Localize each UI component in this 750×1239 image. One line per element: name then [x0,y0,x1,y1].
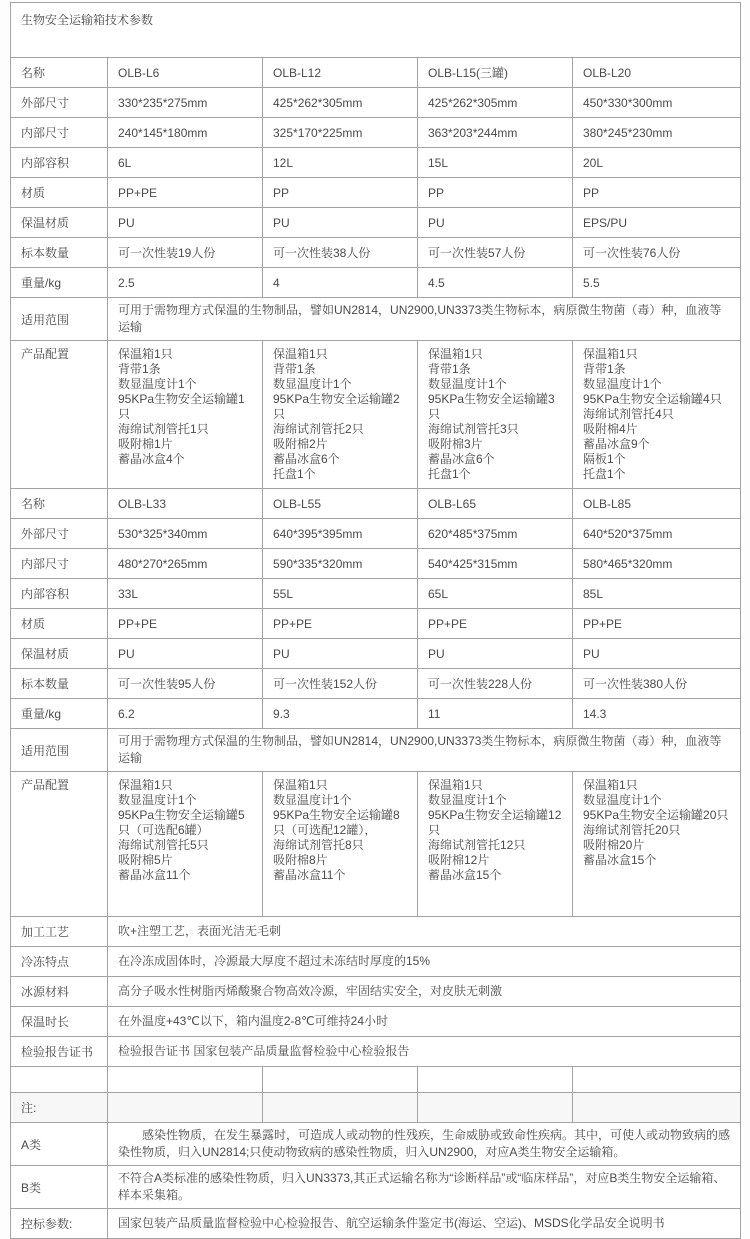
table-row-class-a [11,1123,741,1166]
empty-cell [108,1093,263,1123]
cell-value: OLB-L55 [263,489,418,519]
config-line: 吸附棉12片 [428,853,490,867]
cell-value: PU [418,208,573,238]
cell-value [108,772,263,917]
cell-value: 580*465*320mm [573,549,741,579]
cell-value: PP+PE [263,609,418,639]
cell-value: PU [573,639,741,669]
cell-value: 4.5 [418,268,573,298]
row-label: B类 [11,1166,108,1209]
config-line: 海绵试剂管托12只 [428,838,526,852]
config-line: 海绵试剂管托1只 [118,422,209,436]
config-line: 海绵试剂管托5只 [118,838,209,852]
cell-value [418,772,573,917]
row-label: 产品配置 [11,341,108,489]
cell-value: PP [573,178,741,208]
config-line: 蓄晶冰盒9个 [583,437,650,451]
table-row-table-title [11,3,741,58]
row-label: 外部尺寸 [11,88,108,118]
config-line: 95KPa生物安全运输罐2只 [273,392,400,421]
config-line: 保温箱1只 [428,347,483,361]
empty-cell [573,1067,741,1093]
cell-value: OLB-L20 [573,58,741,88]
config-line: 蓄晶冰盒6个 [428,452,495,466]
cell-value: OLB-L85 [573,489,741,519]
config-line: 海绵试剂管托2只 [273,422,364,436]
table-row-material [11,609,741,639]
config-line: 蓄晶冰盒11个 [273,868,346,882]
row-label: 冰源材料 [11,977,108,1007]
config-line: 数显温度计1个 [273,377,352,391]
table-row-control-params [11,1209,741,1239]
config-line: 保温箱1只 [273,347,328,361]
cell-value: EPS/PU [573,208,741,238]
cell-value: OLB-L33 [108,489,263,519]
table-row-weight [11,699,741,729]
cell-value: PP+PE [108,178,263,208]
cell-value: 530*325*340mm [108,519,263,549]
cell-value [263,772,418,917]
table-row-freezing-feature [11,947,741,977]
row-value: 吹+注塑工艺，表面光洁无毛刺 [108,917,741,947]
row-label: 名称 [11,58,108,88]
config-line: 数显温度计1个 [118,377,197,391]
cell-value [263,341,418,489]
cell-value: 6L [108,148,263,178]
row-label: 内部尺寸 [11,118,108,148]
cell-value: 20L [573,148,741,178]
cell-value: 可一次性装19人份 [108,238,263,268]
config-line: 蓄晶冰盒15个 [428,868,502,882]
config-line: 海绵试剂管托4只 [583,407,674,421]
table-row-material [11,178,741,208]
cell-value: 380*245*230mm [573,118,741,148]
config-line: 海绵试剂管托8只 [273,838,364,852]
spec-table-body [11,3,741,1239]
cell-value: PU [263,208,418,238]
config-line: 蓄晶冰盒11个 [118,868,191,882]
config-line: 保温箱1只 [583,347,638,361]
row-label: 标本数量 [11,238,108,268]
empty-cell [108,1067,263,1093]
config-line: 保温箱1只 [428,778,483,792]
empty-cell [418,1093,573,1123]
cell-value [418,341,573,489]
table-row-blank-row [11,1067,741,1093]
table-row-product-config [11,772,741,917]
row-label: 名称 [11,489,108,519]
cell-value: 425*262*305mm [418,88,573,118]
config-line: 托盘1个 [428,467,471,481]
cell-value [573,772,741,917]
config-line: 背带1条 [273,362,316,376]
cell-value: 可一次性装228人份 [418,669,573,699]
row-label: 内部容积 [11,579,108,609]
row-label: 冷冻特点 [11,947,108,977]
config-line: 吸附棉5片 [118,853,173,867]
cell-value: 5.5 [573,268,741,298]
table-row-insulation-material [11,639,741,669]
row-label: 重量/kg [11,699,108,729]
row-value: 检验报告证书 国家包装产品质量监督检验中心检验报告 [108,1037,741,1067]
row-label [11,1067,108,1093]
cell-value: 620*485*375mm [418,519,573,549]
cell-value: PU [263,639,418,669]
cell-value: PP [263,178,418,208]
row-label: 加工工艺 [11,917,108,947]
row-label: 产品配置 [11,772,108,917]
config-line: 保温箱1只 [118,778,173,792]
cell-value: 330*235*275mm [108,88,263,118]
row-value: 在冷冻成固体时，冷源最大厚度不超过未冻结时厚度的15% [108,947,741,977]
config-line: 95KPa生物安全运输罐12只 [428,808,562,837]
table-row-inner-size [11,118,741,148]
page [0,2,750,1231]
config-line: 95KPa生物安全运输罐4只 [583,392,722,406]
cell-value: 450*330*300mm [573,88,741,118]
empty-cell [263,1067,418,1093]
table-row-insulation-duration [11,1007,741,1037]
config-line: 吸附棉2片 [273,437,328,451]
row-label: 内部尺寸 [11,549,108,579]
config-line: 背带1条 [583,362,626,376]
config-line: 保温箱1只 [273,778,328,792]
table-row-inspection-report [11,1037,741,1067]
cell-value: 可一次性装76人份 [573,238,741,268]
cell-value: 240*145*180mm [108,118,263,148]
row-value: 国家包装产品质量监督检验中心检验报告、航空运输条件鉴定书(海运、空运)、MSDS化学品安全说明书 [108,1209,741,1239]
spec-table [10,2,741,1239]
cell-value: 12L [263,148,418,178]
empty-cell [418,1067,573,1093]
table-row-outer-size [11,88,741,118]
table-row-application-scope [11,729,741,772]
row-label: 保温材质 [11,208,108,238]
config-line: 95KPa生物安全运输罐5只（可选配6罐） [118,808,245,837]
cell-value: 可一次性装57人份 [418,238,573,268]
empty-cell [263,1093,418,1123]
config-line: 背带1条 [428,362,471,376]
cell-value [573,341,741,489]
row-value: 在外温度+43℃以下，箱内温度2-8℃可维持24小时 [108,1007,741,1037]
config-line: 吸附棉1片 [118,437,173,451]
cell-value: 14.3 [573,699,741,729]
config-line: 隔板1个 [583,452,626,466]
cell-value: 11 [418,699,573,729]
cell-value: 可一次性装95人份 [108,669,263,699]
row-label: 保温时长 [11,1007,108,1037]
table-row-process [11,917,741,947]
row-value: 感染性物质，在发生暴露时，可造成人或动物的性残疾，生命威胁或致命性疾病。其中，可使人或动物致病的感染性物质，归入UN2814;只使动物致病的感染性物质，归入UN2900，对应A类生物安全运输箱。 [108,1123,741,1166]
cell-value [108,341,263,489]
cell-value: 640*520*375mm [573,519,741,549]
cell-value: 363*203*244mm [418,118,573,148]
config-line: 95KPa生物安全运输罐20只 [583,808,729,822]
row-value: 高分子吸水性树脂丙烯酸聚合物高效冷源，牢固结实安全，对皮肤无刺激 [108,977,741,1007]
config-line: 海绵试剂管托20只 [583,823,681,837]
cell-value: 640*395*395mm [263,519,418,549]
table-row-product-config [11,341,741,489]
row-label: 检验报告证书 [11,1037,108,1067]
row-value: 可用于需物理方式保温的生物制品，譬如UN2814，UN2900,UN3373类生物标本，病原微生物菌（毒）种，血液等运输 [108,729,741,772]
cell-value: 85L [573,579,741,609]
cell-value: 6.2 [108,699,263,729]
row-label: 适用范围 [11,298,108,341]
cell-value: 425*262*305mm [263,88,418,118]
cell-value: PP+PE [573,609,741,639]
config-line: 吸附棉3片 [428,437,483,451]
config-line: 托盘1个 [583,467,626,481]
table-row-inner-volume [11,579,741,609]
config-line: 数显温度计1个 [273,793,352,807]
cell-value: PP [418,178,573,208]
cell-value: 65L [418,579,573,609]
cell-value: OLB-L6 [108,58,263,88]
table-row-inner-volume [11,148,741,178]
row-label: 控标参数: [11,1209,108,1239]
page-title: 生物安全运输箱技术参数 [11,3,741,58]
row-label: A类 [11,1123,108,1166]
cell-value: 可一次性装152人份 [263,669,418,699]
table-row-specimen-capacity [11,238,741,268]
config-line: 海绵试剂管托3只 [428,422,519,436]
config-line: 背带1条 [118,362,161,376]
row-label: 外部尺寸 [11,519,108,549]
cell-value: 540*425*315mm [418,549,573,579]
cell-value: 可一次性装38人份 [263,238,418,268]
config-line: 托盘1个 [273,467,316,481]
row-label: 内部容积 [11,148,108,178]
table-row-application-scope [11,298,741,341]
cell-value: 可一次性装380人份 [573,669,741,699]
cell-value: 2.5 [108,268,263,298]
empty-cell [573,1093,741,1123]
config-line: 保温箱1只 [583,778,638,792]
config-line: 数显温度计1个 [428,377,507,391]
config-line: 数显温度计1个 [118,793,197,807]
row-label: 材质 [11,178,108,208]
cell-value: 9.3 [263,699,418,729]
cell-value: 325*170*225mm [263,118,418,148]
config-line: 数显温度计1个 [583,793,662,807]
cell-value: OLB-L12 [263,58,418,88]
config-line: 数显温度计1个 [583,377,662,391]
row-label: 标本数量 [11,669,108,699]
config-line: 蓄晶冰盒6个 [273,452,340,466]
cell-value: 590*335*320mm [263,549,418,579]
config-line: 蓄晶冰盒15个 [583,853,657,867]
cell-value: 4 [263,268,418,298]
cell-value: PU [418,639,573,669]
cell-value: 33L [108,579,263,609]
config-line: 吸附棉8片 [273,853,328,867]
row-label: 注: [11,1093,108,1123]
config-line: 吸附棉4片 [583,422,638,436]
cell-value: OLB-L15(三罐) [418,58,573,88]
cell-value: PU [108,208,263,238]
cell-value: PP+PE [418,609,573,639]
cell-value: OLB-L65 [418,489,573,519]
config-line: 95KPa生物安全运输罐8只（可选配12罐）， [273,808,400,837]
row-label: 适用范围 [11,729,108,772]
config-line: 吸附棉20片 [583,838,645,852]
cell-value: 55L [263,579,418,609]
table-row-ice-material [11,977,741,1007]
row-value: 可用于需物理方式保温的生物制品，譬如UN2814，UN2900,UN3373类生物标本，病原微生物菌（毒）种，血液等运输 [108,298,741,341]
config-line: 蓄晶冰盒4个 [118,452,185,466]
table-row-model-name [11,489,741,519]
config-line: 保温箱1只 [118,347,173,361]
cell-value: 15L [418,148,573,178]
table-row-note-row [11,1093,741,1123]
table-row-insulation-material [11,208,741,238]
row-value: 不符合A类标准的感染性物质，归入UN3373,其正式运输名称为“诊断样品”或“临床样品”，对应B类生物安全运输箱、样本采集箱。 [108,1166,741,1209]
cell-value: PP+PE [108,609,263,639]
table-row-specimen-capacity [11,669,741,699]
table-row-inner-size [11,549,741,579]
row-label: 材质 [11,609,108,639]
table-row-model-name [11,58,741,88]
row-label: 重量/kg [11,268,108,298]
table-row-weight [11,268,741,298]
config-line: 95KPa生物安全运输罐1只 [118,392,245,421]
cell-value: PU [108,639,263,669]
row-label: 保温材质 [11,639,108,669]
config-line: 95KPa生物安全运输罐3只 [428,392,555,421]
table-row-outer-size [11,519,741,549]
config-line: 数显温度计1个 [428,793,507,807]
cell-value: 480*270*265mm [108,549,263,579]
table-row-class-b [11,1166,741,1209]
